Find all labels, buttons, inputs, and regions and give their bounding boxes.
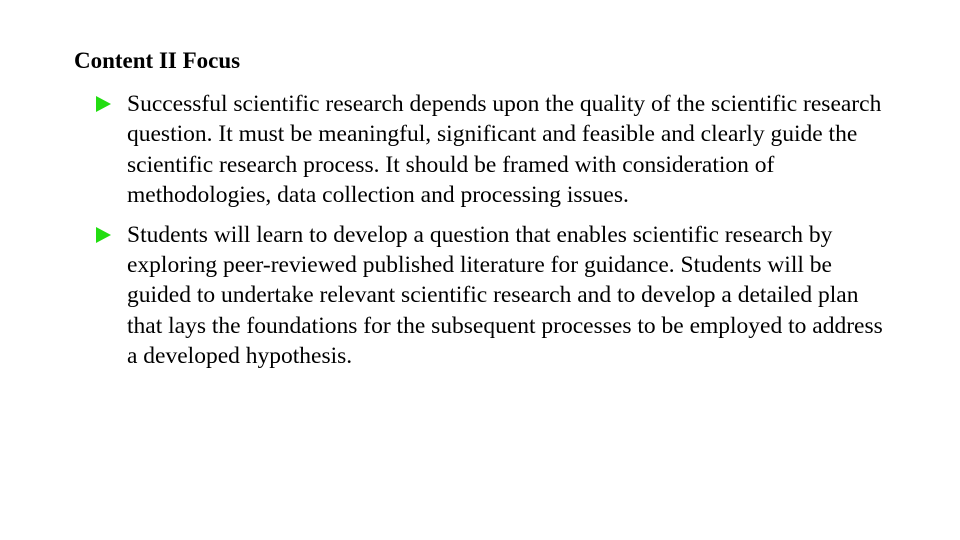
green-triangle-bullet-icon <box>96 227 111 243</box>
bullet-text: Students will learn to develop a question that enables scientific research by exploring peer-reviewed published literature for guidance. Students will be guided to undertake relevant scientific research and to develop a detailed plan that lays the foundations for the subsequent processes to be employed to address a developed hypothesis. <box>127 221 883 370</box>
bullet-item <box>0 220 887 372</box>
bullet-text: Successful scientific research depends upon the quality of the scientific research question. It must be meaningful, significant and feasible and clearly guide the scientific research process. It should be framed with consideration of methodologies, data collection and processing issues. <box>127 91 882 209</box>
green-triangle-bullet-icon <box>96 96 111 112</box>
bullet-item <box>0 89 887 211</box>
slide-heading: Content II Focus <box>74 48 241 73</box>
bullet-list <box>0 89 887 372</box>
